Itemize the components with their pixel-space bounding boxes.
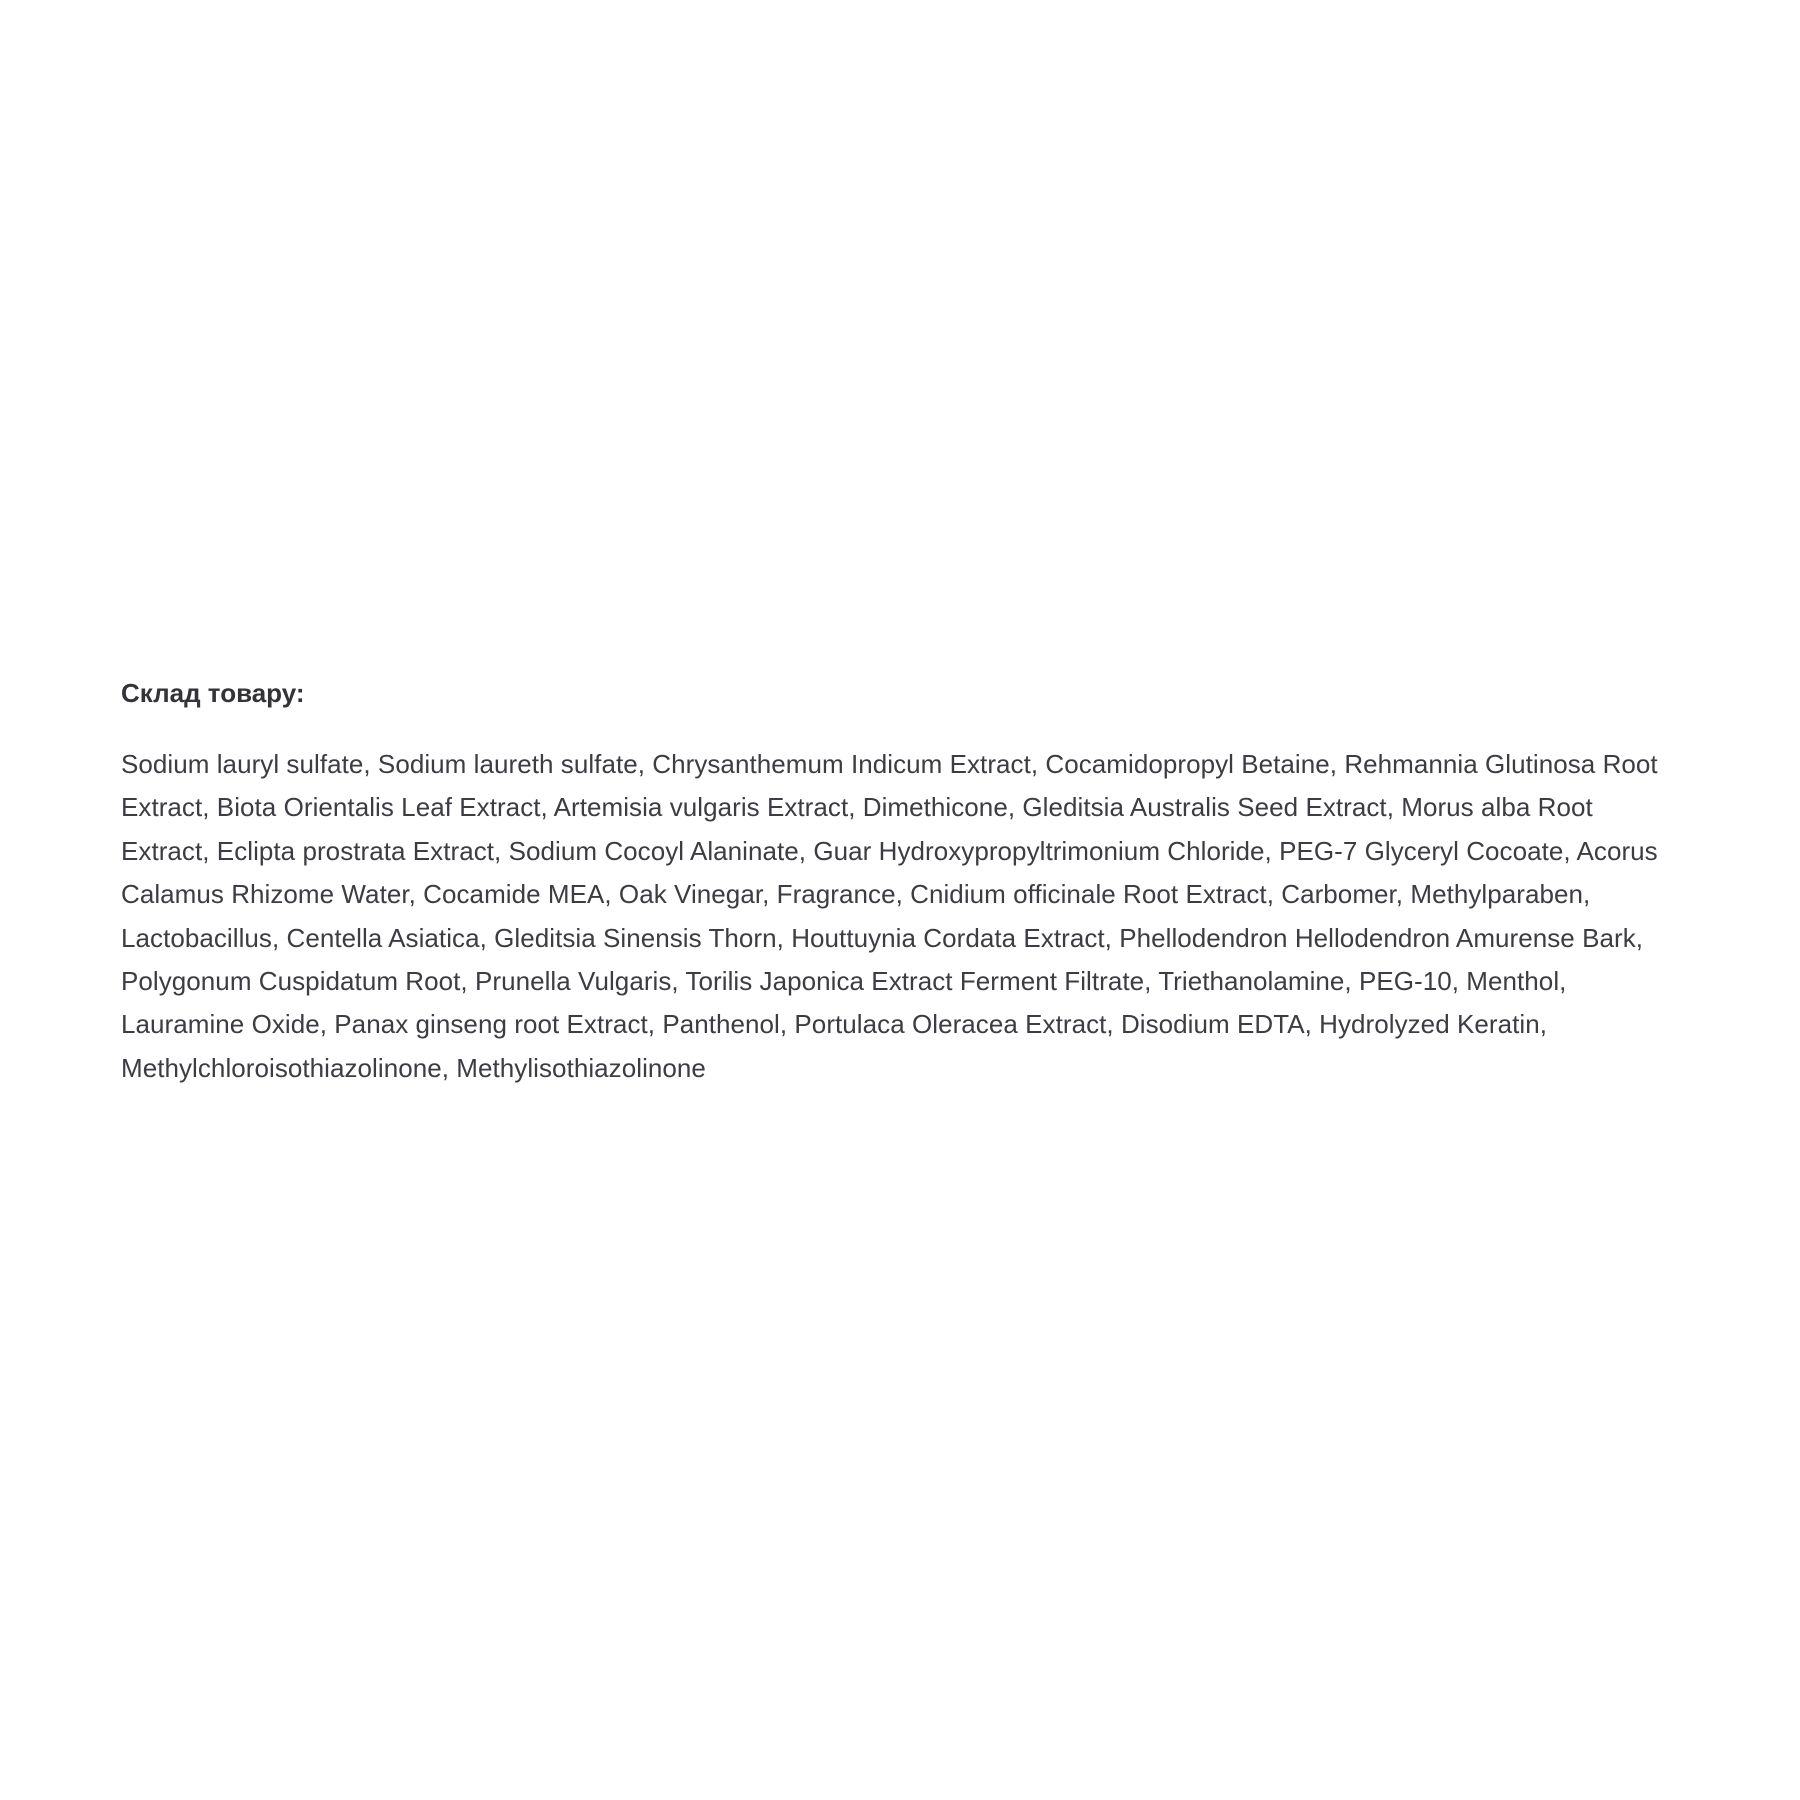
ingredients-list: Sodium lauryl sulfate, Sodium laureth sulfate, Chrysanthemum Indicum Extract, Cocamidopropyl Betaine, Rehmannia Glutinosa Root Extract, Biota Orientalis Leaf Extract, Artemisia vulgaris Extract, Dimethicone, Gleditsia Australis Seed Extract, Morus alba Root Extract, Eclipta prostrata Extract, Sodium Cocoyl Alaninate, Guar Hydroxypropyltrimonium Chloride, PEG-7 Glyceryl Cocoate, Acorus Calamus Rhizome Water, Cocamide MEA, Oak Vinegar, Fragrance, Cnidium officinale Root Extract, Carbomer, Methylparaben, Lactobacillus, Centella Asiatica, Gleditsia Sinensis Thorn, Houttuynia Cordata Extract, Phellodendron Hellodendron Amurense Bark, Polygonum Cuspidatum Root, Prunella Vulgaris, Torilis Japonica Extract Ferment Filtrate, Triethanolamine, PEG-10, Menthol, Lauramine Oxide, Panax ginseng root Extract, Panthenol, Portulaca Oleracea Extract, Disodium EDTA, Hydrolyzed Keratin, Methylchloroisothiazolinone, Methylisothiazolinone: [121, 749, 1658, 1083]
composition-heading: Склад товару:: [121, 678, 305, 708]
product-composition-section: [121, 675, 1681, 1090]
